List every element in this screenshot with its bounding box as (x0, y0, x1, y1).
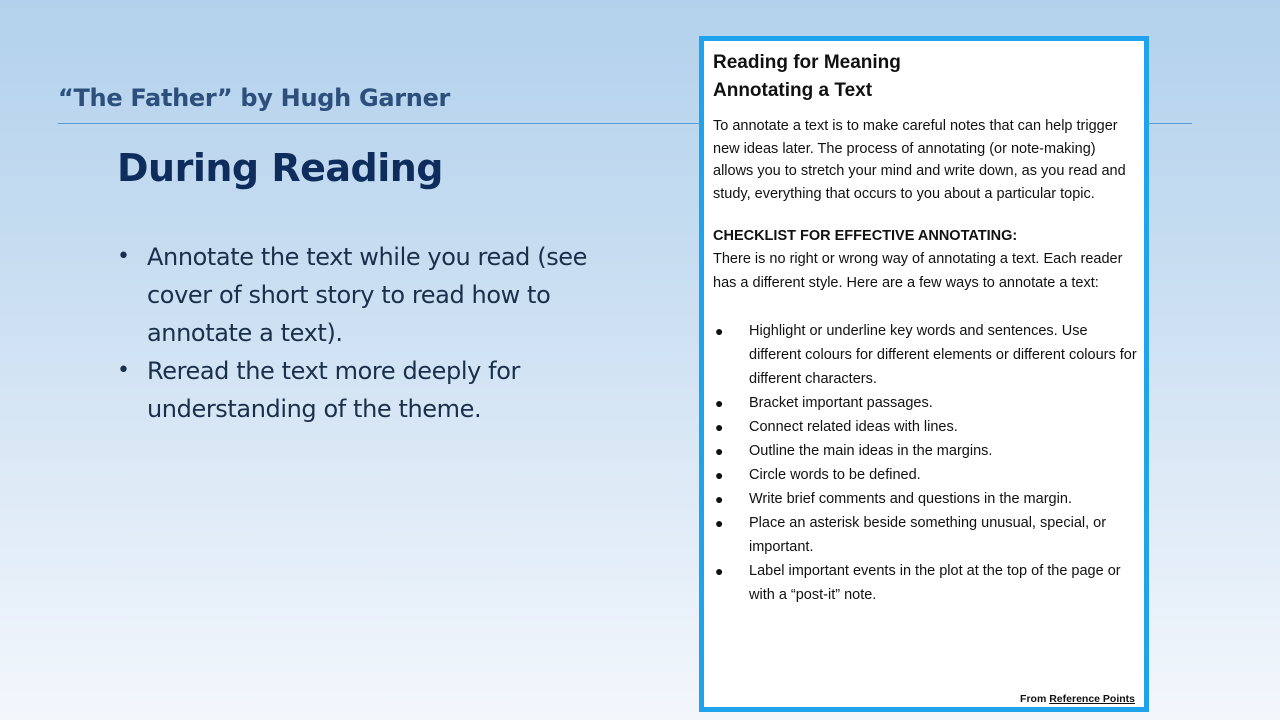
bullet-icon: ● (715, 515, 724, 531)
annotating-reference-box (699, 36, 1149, 712)
bullet-text: Reread the text more deeply for understanding of the theme. (147, 357, 520, 423)
reference-heading-line2: Annotating a Text (713, 80, 873, 101)
checklist-item (713, 511, 1139, 559)
checklist-item-text: Outline the main ideas in the margins. (749, 443, 993, 459)
bullet-icon: ● (715, 323, 724, 339)
source-link[interactable]: Reference Points (1049, 693, 1135, 705)
checklist-item-text: Circle words to be defined. (749, 467, 921, 483)
source-prefix: From (1020, 693, 1047, 705)
checklist-item (713, 415, 1139, 439)
bullet-icon: ● (715, 467, 724, 483)
slide-title: During Reading (117, 146, 444, 190)
checklist-item-text: Bracket important passages. (749, 395, 933, 411)
checklist-item-text: Place an asterisk beside something unusual, special, or important. (749, 515, 1107, 555)
checklist-items (713, 319, 1139, 607)
checklist-item (713, 463, 1139, 487)
slide-subtitle: “The Father” by Hugh Garner (58, 84, 451, 112)
checklist-item-text: Label important events in the plot at the top of the page or with a “post-it” note. (749, 563, 1121, 603)
checklist-item-text: Highlight or underline key words and sentences. Use different colours for different elements or different colours for different characters. (749, 323, 1137, 387)
reference-source (1020, 693, 1135, 705)
bullet-item (117, 352, 657, 428)
checklist-item (713, 319, 1139, 391)
checklist-item (713, 487, 1139, 511)
bullet-icon: ● (715, 395, 724, 411)
checklist-item (713, 559, 1139, 607)
checklist-item (713, 439, 1139, 463)
checklist-title: CHECKLIST FOR EFFECTIVE ANNOTATING: (713, 228, 1018, 244)
bullet-icon: • (117, 358, 130, 383)
bullet-text: Annotate the text while you read (see cover of short story to read how to annotate a text). (147, 243, 588, 347)
bullet-icon: ● (715, 443, 724, 459)
reference-intro: To annotate a text is to make careful notes that can help trigger new ideas later. The process of annotating (or note-making) allows you to stretch your mind and write down, as you read and study, everything that occurs to you about a particular topic. (713, 118, 1126, 202)
checklist-item (713, 391, 1139, 415)
bullet-icon: • (117, 244, 130, 269)
checklist-intro: There is no right or wrong way of annotating a text. Each reader has a different style. Here are a few ways to annotate a text: (713, 251, 1123, 291)
bullet-icon: ● (715, 563, 724, 579)
bullet-item (117, 238, 657, 352)
reference-heading-line1: Reading for Meaning (713, 52, 901, 73)
checklist-item-text: Write brief comments and questions in the margin. (749, 491, 1072, 507)
bullet-list (117, 238, 657, 428)
checklist-item-text: Connect related ideas with lines. (749, 419, 958, 435)
bullet-icon: ● (715, 419, 724, 435)
bullet-icon: ● (715, 491, 724, 507)
